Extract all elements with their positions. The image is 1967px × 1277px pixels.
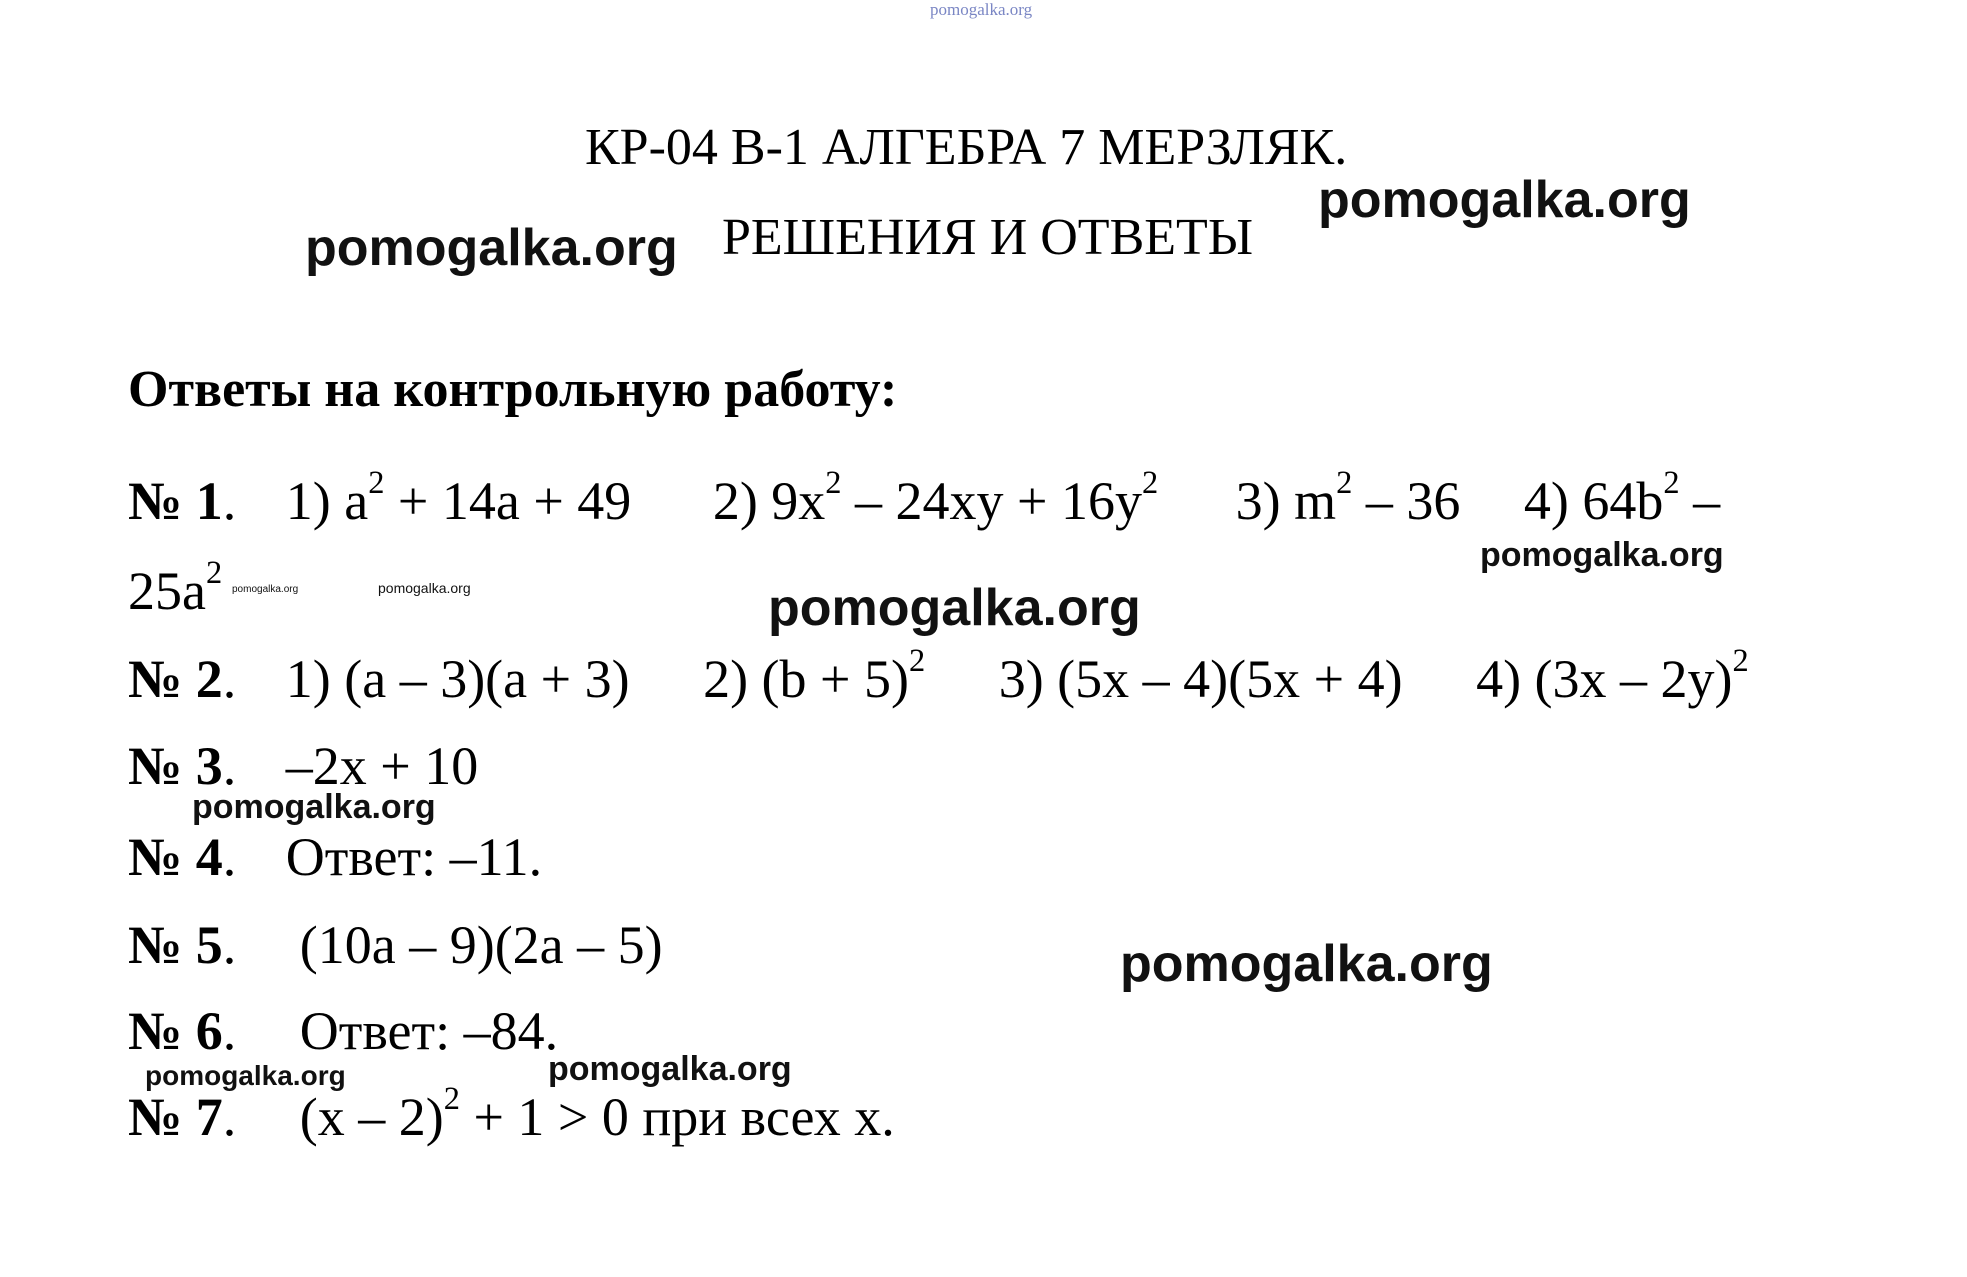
answer-1-4: 4) $64b^2$ – bbox=[1523, 465, 1721, 531]
watermark-logo: pomogalka.org bbox=[145, 1060, 346, 1091]
problem-number: № 6 bbox=[128, 1001, 223, 1061]
top-watermark: pomogalka.org bbox=[930, 0, 1033, 19]
problem-4: № 4. Ответ: –11. bbox=[128, 827, 543, 887]
answer-2-4: 4) (3x – 2y)$^2$ bbox=[1476, 643, 1749, 709]
problem-number: № 3 bbox=[128, 736, 223, 796]
answer-1-1: 1) $a^2 + 14a + 49$ bbox=[285, 465, 632, 531]
watermark-logo: pomogalka.org bbox=[548, 1050, 792, 1088]
answer-4: Ответ: –11. bbox=[285, 827, 543, 887]
problem-1: № 1. 1) $a^2 + 14a + 49$ 2) $9x^2 - 24xy + 16y^2$ 3) $m^2 - 36$ 4) $64b^2$ – bbox=[128, 465, 1721, 531]
watermark-logo: pomogalka.org bbox=[1120, 935, 1493, 993]
answer-1-2: 2) $9x^2 - 24xy + 16y^2$ bbox=[712, 465, 1159, 531]
problem-7: № 7. (x – 2)$^2$ + 1 > 0 при всех x. bbox=[128, 1081, 895, 1147]
answer-1-3: 3) $m^2 - 36$ bbox=[1235, 465, 1461, 531]
answer-2-3: 3) (5x – 4)(5x + 4) bbox=[998, 649, 1403, 709]
watermark-logo: pomogalka.org bbox=[378, 580, 471, 596]
answer-2-1: 1) (a – 3)(a + 3) bbox=[285, 649, 630, 709]
answers-heading: Ответы на контрольную работу: bbox=[128, 361, 898, 418]
answer-2-2: 2) $(b + 5)^2$ bbox=[703, 643, 926, 709]
problem-number: № 1 bbox=[128, 471, 223, 531]
problem-3: № 3. –2x + 10 bbox=[128, 736, 479, 796]
watermark-logo: pomogalka.org bbox=[305, 219, 678, 277]
answer-5: (10a – 9)(2a – 5) bbox=[299, 915, 663, 975]
problem-2: № 2. 1) (a – 3)(a + 3) 2) $(b + 5)^2$ 3) (5x – 4)(5x + 4) 4) (3x – 2y)$^2$ bbox=[128, 643, 1749, 709]
watermark-logo: pomogalka.org bbox=[1480, 536, 1724, 574]
problem-5: № 5. (10a – 9)(2a – 5) bbox=[128, 915, 663, 975]
problem-number: № 5 bbox=[128, 915, 223, 975]
answer-1-4-cont: $25a^2$ bbox=[128, 555, 223, 621]
problem-number: № 4 bbox=[128, 827, 223, 887]
problem-number: № 7 bbox=[128, 1087, 223, 1147]
answer-6: Ответ: –84. bbox=[299, 1001, 559, 1061]
watermark-logo: pomogalka.org bbox=[232, 584, 299, 595]
answer-7: (x – 2)$^2$ + 1 > 0 при всех x. bbox=[299, 1081, 895, 1147]
watermark-logo: pomogalka.org bbox=[1318, 171, 1691, 229]
watermark-logo: pomogalka.org bbox=[192, 788, 436, 826]
answer-3: –2x + 10 bbox=[285, 736, 479, 796]
page-subtitle: РЕШЕНИЯ И ОТВЕТЫ bbox=[722, 209, 1254, 266]
problem-number: № 2 bbox=[128, 649, 223, 709]
watermark-logo: pomogalka.org bbox=[768, 579, 1141, 637]
problem-6: № 6. Ответ: –84. bbox=[128, 1001, 559, 1061]
page-title: КР-04 В-1 АЛГЕБРА 7 МЕРЗЛЯК. bbox=[585, 119, 1348, 176]
